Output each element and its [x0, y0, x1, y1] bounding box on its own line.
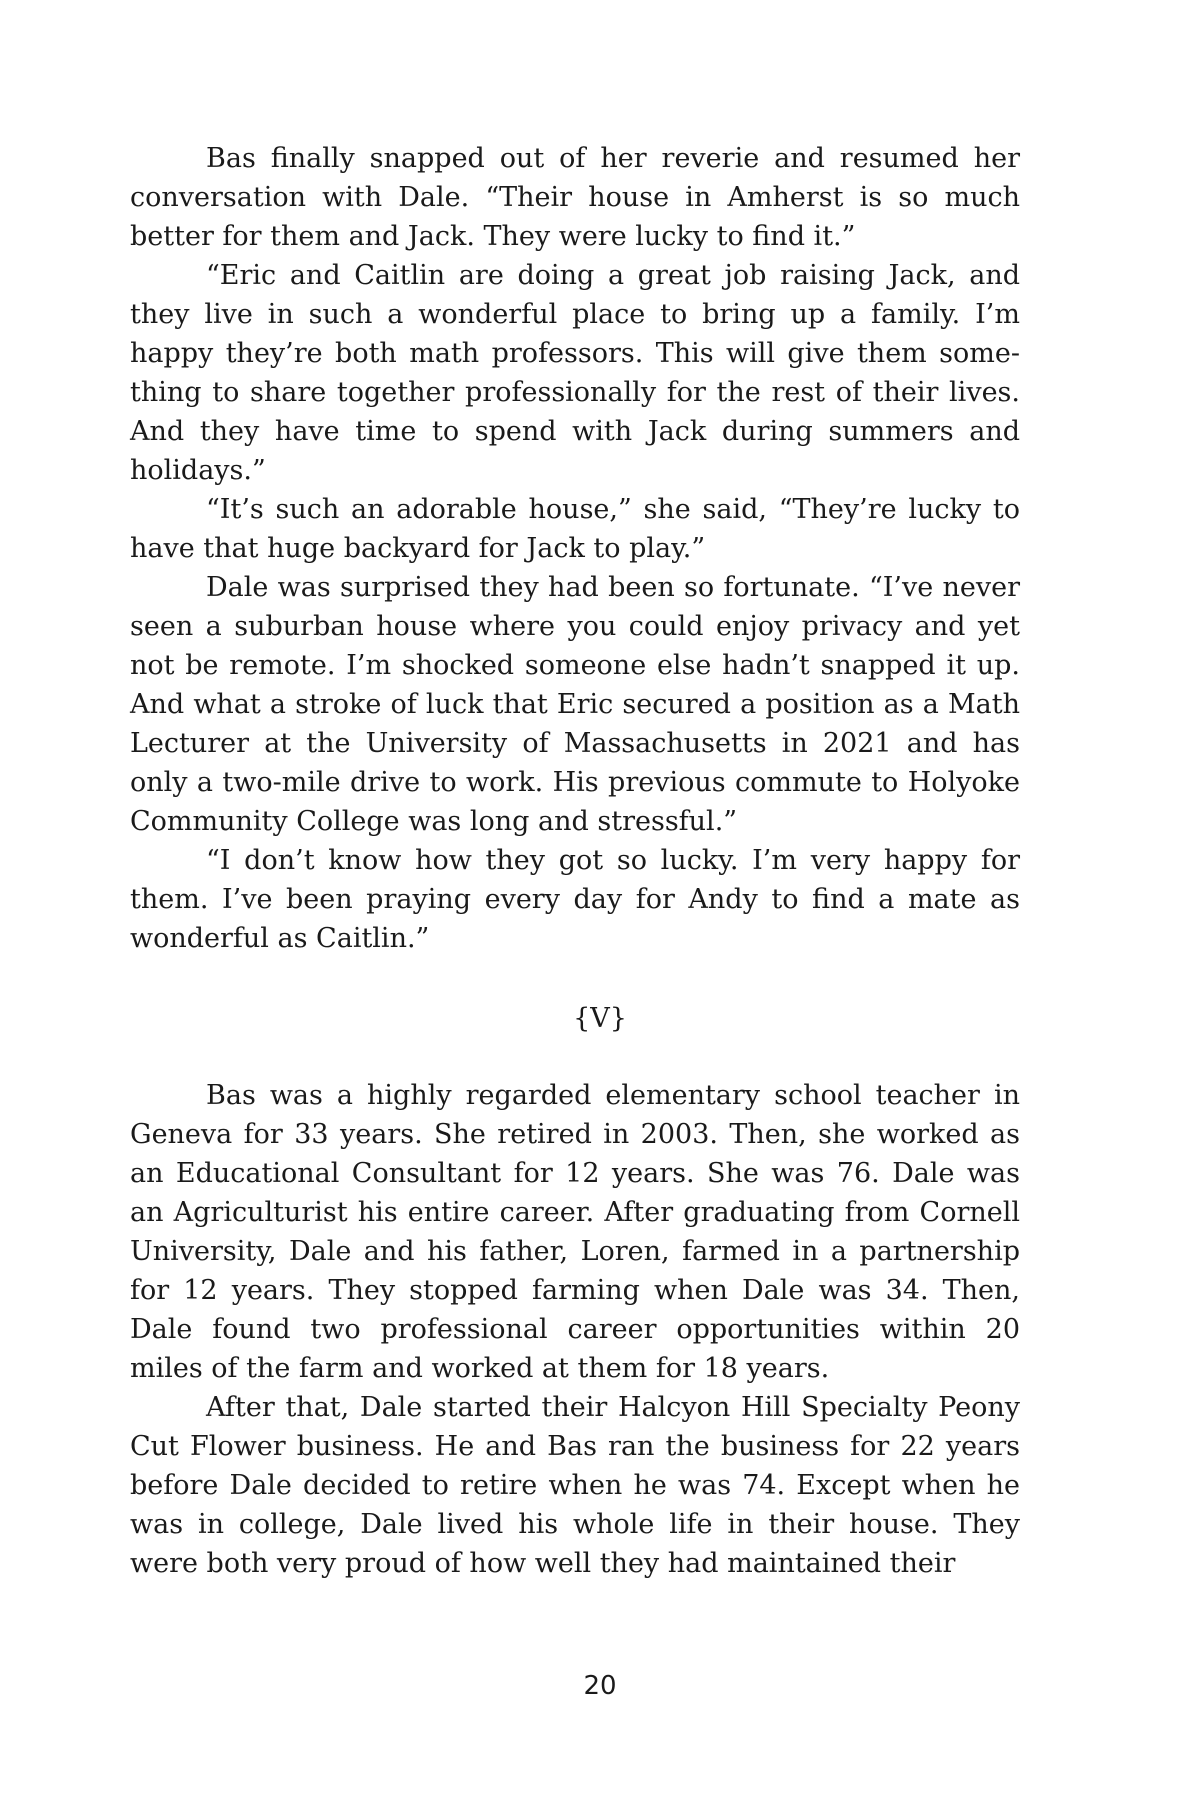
paragraph: Dale was surprised they had been so fortunate. “I’ve never seen a suburban house where you could enjoy privacy and yet not be remote. I’m shocked someone else hadn’t snapped it up. And what a stroke of luck that Eric secured a position as a Math Lecturer at the University of Massachusetts in 2021 and has only a two-mile drive to work. His previous commute to Holyoke Community College was long and stressful.”: [130, 572, 1020, 837]
section-break-marker: {V}: [573, 1003, 627, 1034]
paragraph: “Eric and Caitlin are doing a great job raising Jack, and they live in such a wonderful place to bring up a family. I’m happy they’re both math professors. This will give them something to share together professionally for the rest of their lives. And they have time to spend with Jack during summers and holidays.”: [130, 260, 1020, 486]
paragraph: After that, Dale started their Halcyon Hill Specialty Peony Cut Flower business. He and Bas ran the business for 22 years before Dale decided to retire when he was 74. Except when he was in college, Dale lived his whole life in their house. They were both very proud of how well they had maintained their: [130, 1392, 1020, 1579]
text-block-before-break: [130, 139, 1020, 958]
paragraph: “It’s such an adorable house,” she said, “They’re lucky to have that huge backyard for Jack to play.”: [130, 494, 1020, 564]
paragraph: “I don’t know how they got so lucky. I’m very happy for them. I’ve been praying every day for Andy to find a mate as wonderful as Caitlin.”: [130, 845, 1020, 954]
text-block-after-break: [130, 1076, 1020, 1583]
paragraph: Bas was a highly regarded elementary school teacher in Geneva for 33 years. She retired in 2003. Then, she worked as an Educational Consultant for 12 years. She was 76. Dale was an Agriculturist his entire career. After graduating from Cornell University, Dale and his father, Loren, farmed in a partnership for 12 years. They stopped farming when Dale was 34. Then, Dale found two professional career opportunities within 20 miles of the farm and worked at them for 18 years.: [130, 1080, 1020, 1384]
page-number: 20: [583, 1671, 617, 1701]
paragraph: Bas finally snapped out of her reverie and resumed her conversation with Dale. “Their house in Amherst is so much better for them and Jack. They were lucky to find it.”: [130, 143, 1020, 252]
